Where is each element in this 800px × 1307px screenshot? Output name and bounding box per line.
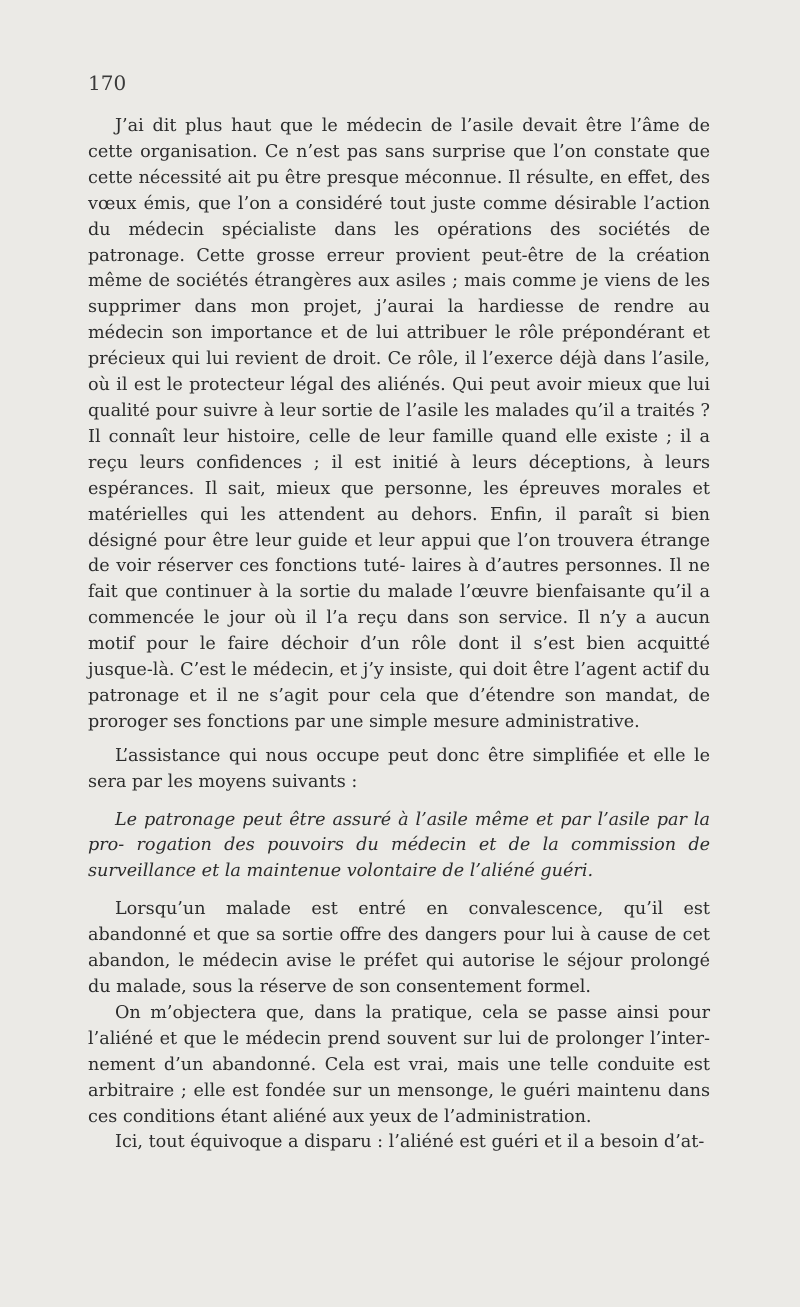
italic-paragraph: Le patronage peut être assuré à l’asile même et par l’asile par la pro- rogation des pouvoirs du médecin et de la commission de surveillance et la maintenue volontaire de l’aliéné guéri. <box>88 809 710 882</box>
paragraph: Lorsqu’un malade est entré en convalescence, qu’il est abandonné et que sa sortie offre des dangers pour lui à cause de cet abandon, le médecin avise le préfet qui autorise le séjour prolongé du malade, sous la réserve de son consentement formel. <box>88 899 710 997</box>
paragraph: J’ai dit plus haut que le médecin de l’asile devait être l’âme de cette organisation. Ce n’est pas sans surprise que l’on constate que cette nécessité ait pu être presque méconnue. Il résulte, en effet, des vœux émis, que l’on a considéré tout juste comme désirable l’action du médecin spécialiste dans les opérations des sociétés de patronage. Cette grosse erreur provient peut-être de la création même de sociétés étrangères aux asiles ; mais comme je viens de les supprimer dans mon projet, j’aurai la hardiesse de rendre au médecin son importance et de lui attribuer le rôle prépondérant et précieux qui lui revient de droit. Ce rôle, il l’exerce déjà dans l’asile, où il est le protecteur légal des aliénés. Qui peut avoir mieux que lui qualité pour suivre à leur sortie de l’asile les malades qu’il a traités ? Il connaît leur histoire, celle de leur famille quand elle existe ; il a reçu leurs confidences ; il est initié à leurs déceptions, à leurs espérances. Il sait, mieux que personne, les épreuves morales et matérielles qui les attendent au dehors. Enfin, il paraît si bien désigné pour être leur guide et leur appui que l’on trouvera étrange de voir réserver ces fonctions tuté- laires à d’autres personnes. Il ne fait que continuer à la sortie du malade l’œuvre bienfaisante qu’il a commencée le jour où il l’a reçu dans son service. Il n’y a aucun motif pour le faire déchoir d’un rôle dont il s’est bien acquitté jusque-là. C’est le médecin, et j’y insiste, qui doit être l’agent actif du patronage et il ne s’agit pour cela que d’étendre son mandat, de proroger ses fonctions par une simple mesure administrative. <box>88 116 710 732</box>
paragraph: On m’objectera que, dans la pratique, cela se passe ainsi pour l’aliéné et que le médecin prend souvent sur lui de prolonger l’inter- nement d’un abandonné. Cela est vrai, mais une telle conduite est arbitraire ; elle est fondée sur un mensonge, le guéri maintenu dans ces conditions étant aliéné aux yeux de l’administration. <box>88 1002 710 1127</box>
body-text <box>88 114 710 1156</box>
paragraph: L’assistance qui nous occupe peut donc être simplifiée et elle le sera par les moyens suivants : <box>88 745 710 792</box>
paragraph: Ici, tout équivoque a disparu : l’aliéné est guéri et il a besoin d’at- <box>115 1132 705 1153</box>
page-number: 170 <box>88 71 127 95</box>
